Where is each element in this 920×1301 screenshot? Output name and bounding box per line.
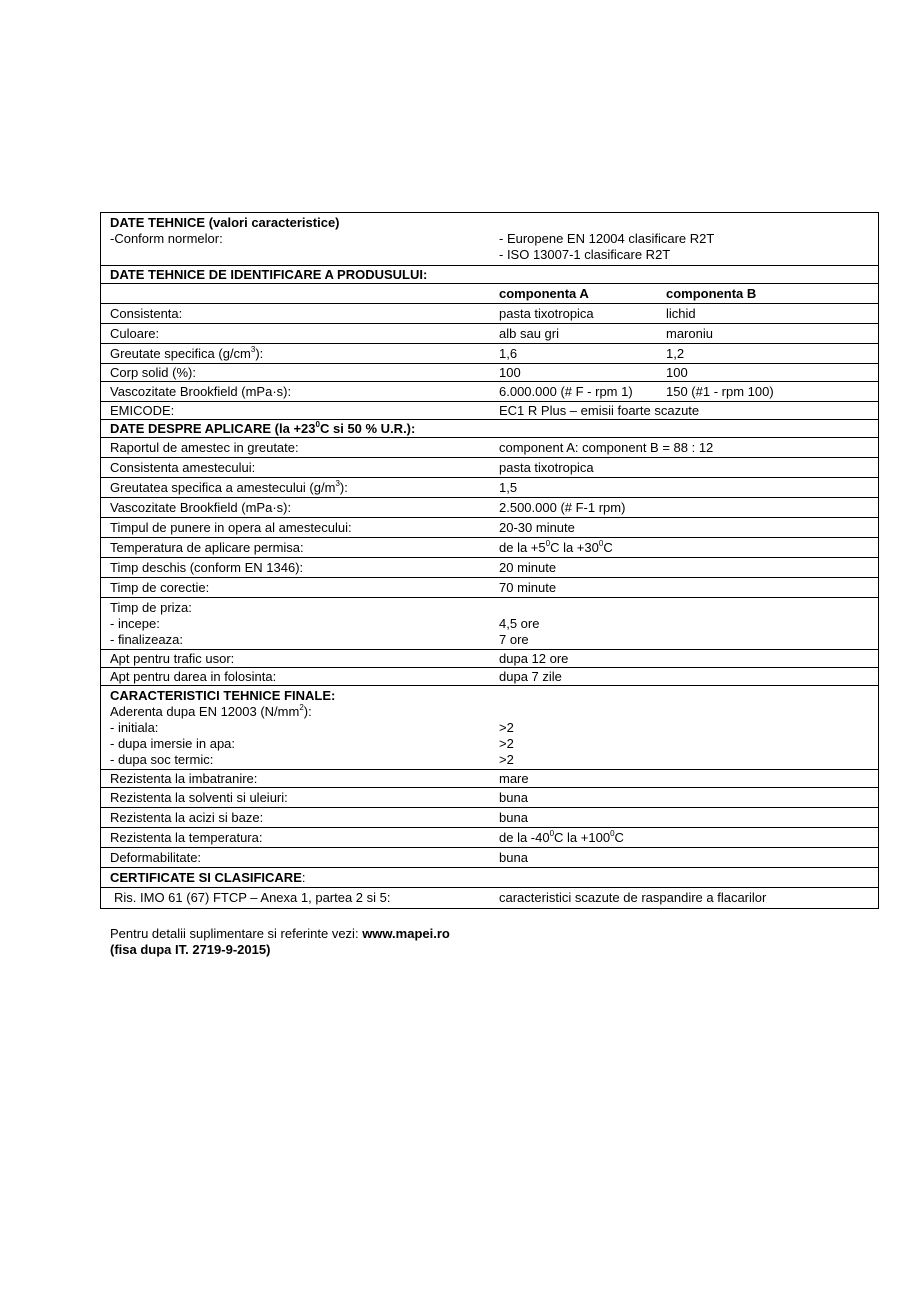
priza-row bbox=[101, 598, 878, 650]
row-value: dupa 12 ore bbox=[499, 651, 569, 666]
row-value: de la $-40^0C$ la $+100^0C$ bbox=[499, 828, 624, 845]
value-a: 1,6 bbox=[499, 346, 518, 361]
sub-value: 4,5 ore bbox=[499, 616, 540, 631]
footer-text: Pentru detalii suplimentare si referinte vezi: www.mapei.ro bbox=[110, 926, 450, 941]
row-label: Ris. IMO 61 (67) FTCP – Anexa 1, partea 2 si 5: bbox=[114, 890, 391, 905]
identification-title-row bbox=[101, 266, 878, 284]
row-label: Greutatea specifica a amestecului $(g/m^3)$: bbox=[110, 478, 348, 495]
table-row bbox=[101, 344, 878, 364]
table-row bbox=[101, 558, 878, 578]
row-label: Raportul de amestec in greutate: bbox=[110, 440, 299, 455]
value-a: pasta tixotropica bbox=[499, 306, 594, 321]
norm-item: - Europene EN 12004 clasificare R2T bbox=[499, 231, 715, 246]
table-row bbox=[101, 770, 878, 788]
application-title-row bbox=[101, 420, 878, 438]
footer-note bbox=[110, 926, 450, 958]
row-label: Culoare: bbox=[110, 326, 160, 341]
section-title: DATE TEHNICE DE IDENTIFICARE A PRODUSULUI: bbox=[110, 267, 428, 282]
footer-source-note: (fisa dupa IT. 2719-9-2015) bbox=[110, 942, 271, 957]
column-header-a: componenta A bbox=[499, 286, 589, 301]
norm-item: - ISO 13007-1 clasificare R2T bbox=[499, 247, 671, 262]
row-label: Rezistenta la acizi si baze: bbox=[110, 810, 264, 825]
row-value: 20 minute bbox=[499, 560, 557, 575]
table-row bbox=[101, 364, 878, 382]
row-label: Timp de corectie: bbox=[110, 580, 210, 595]
row-value: 20-30 minute bbox=[499, 520, 575, 535]
column-header-row bbox=[101, 284, 878, 304]
table-row bbox=[101, 538, 878, 558]
website-link[interactable]: www.mapei.ro bbox=[362, 926, 450, 941]
row-label: Deformabilitate: bbox=[110, 850, 202, 865]
technical-data-table bbox=[100, 212, 879, 909]
value-a: 100 bbox=[499, 365, 521, 380]
table-row bbox=[101, 458, 878, 478]
table-row bbox=[101, 438, 878, 458]
row-label: Rezistenta la imbatranire: bbox=[110, 771, 258, 786]
row-label: Temperatura de aplicare permisa: bbox=[110, 540, 304, 555]
table-row bbox=[101, 402, 878, 420]
table-row bbox=[101, 518, 878, 538]
sub-label: - initiala: bbox=[110, 720, 159, 735]
table-row bbox=[101, 578, 878, 598]
table-row bbox=[101, 304, 878, 324]
row-value: 70 minute bbox=[499, 580, 557, 595]
general-header-row bbox=[101, 213, 878, 266]
sub-label: - finalizeaza: bbox=[110, 632, 183, 647]
row-label: Rezistenta la temperatura: bbox=[110, 830, 263, 845]
certificates-title-row bbox=[101, 868, 878, 888]
row-label: Corp solid (%): bbox=[110, 365, 196, 380]
table-row bbox=[101, 478, 878, 498]
table-row bbox=[101, 498, 878, 518]
row-value: mare bbox=[499, 771, 529, 786]
row-label: Vascozitate Brookfield (mPa·s): bbox=[110, 384, 292, 399]
table-row bbox=[101, 324, 878, 344]
value-b: maroniu bbox=[666, 326, 713, 341]
sub-label: - dupa soc termic: bbox=[110, 752, 214, 767]
row-label: Timpul de punere in opera al amestecului: bbox=[110, 520, 352, 535]
row-label: Consistenta: bbox=[110, 306, 183, 321]
row-label: Vascozitate Brookfield (mPa·s): bbox=[110, 500, 292, 515]
row-value: 1,5 bbox=[499, 480, 518, 495]
row-label: Rezistenta la solventi si uleiuri: bbox=[110, 790, 288, 805]
value-b: 150 (#1 - rpm 100) bbox=[666, 384, 774, 399]
row-label: EMICODE: bbox=[110, 403, 175, 418]
row-value: component A: component B = 88 : 12 bbox=[499, 440, 714, 455]
conform-label: -Conform normelor: bbox=[110, 231, 223, 246]
row-value: dupa 7 zile bbox=[499, 669, 562, 684]
value-a: 6.000.000 (# F - rpm 1) bbox=[499, 384, 633, 399]
table-row bbox=[101, 848, 878, 868]
table-row bbox=[101, 668, 878, 686]
row-value: buna bbox=[499, 790, 528, 805]
row-label: Greutate specifica $(g/cm^3)$: bbox=[110, 344, 264, 361]
sub-value: 7 ore bbox=[499, 632, 529, 647]
row-label: Timp de priza: bbox=[110, 600, 192, 615]
table-row bbox=[101, 650, 878, 668]
value-a: EC1 R Plus – emisii foarte scazute bbox=[499, 403, 700, 418]
row-value: de la $+5^0C$ la $+30^0C$ bbox=[499, 538, 613, 555]
row-value: caracteristici scazute de raspandire a flacarilor bbox=[499, 890, 767, 905]
table-row bbox=[101, 808, 878, 828]
final-characteristics-row bbox=[101, 686, 878, 770]
table-row bbox=[101, 382, 878, 402]
row-value: buna bbox=[499, 810, 528, 825]
section-title: CERTIFICATE SI CLASIFICARE: bbox=[110, 870, 306, 885]
value-b: lichid bbox=[666, 306, 696, 321]
row-value: 2.500.000 (# F-1 rpm) bbox=[499, 500, 626, 515]
row-label: Timp deschis (conform EN 1346): bbox=[110, 560, 304, 575]
row-label: Apt pentru trafic usor: bbox=[110, 651, 235, 666]
sub-value: >2 bbox=[499, 720, 514, 735]
sub-label: - incepe: bbox=[110, 616, 160, 631]
value-b: 1,2 bbox=[666, 346, 685, 361]
sub-label: - dupa imersie in apa: bbox=[110, 736, 236, 751]
section-title: DATE TEHNICE (valori caracteristice) bbox=[110, 215, 340, 230]
sub-value: >2 bbox=[499, 752, 514, 767]
column-header-b: componenta B bbox=[666, 286, 757, 301]
section-title: CARACTERISTICI TEHNICE FINALE: bbox=[110, 688, 336, 703]
sub-value: >2 bbox=[499, 736, 514, 751]
section-title: DATE DESPRE APLICARE ($la +23^0C$ si 50 % U.R.): bbox=[110, 419, 416, 436]
adhesion-label: Aderenta dupa EN 12003 $(N/mm^2)$: bbox=[110, 702, 312, 719]
row-value: pasta tixotropica bbox=[499, 460, 594, 475]
row-label: Apt pentru darea in folosinta: bbox=[110, 669, 277, 684]
row-label: Consistenta amestecului: bbox=[110, 460, 256, 475]
row-value: buna bbox=[499, 850, 528, 865]
value-b: 100 bbox=[666, 365, 688, 380]
value-a: alb sau gri bbox=[499, 326, 559, 341]
table-row bbox=[101, 888, 878, 908]
table-row bbox=[101, 828, 878, 848]
table-row bbox=[101, 788, 878, 808]
